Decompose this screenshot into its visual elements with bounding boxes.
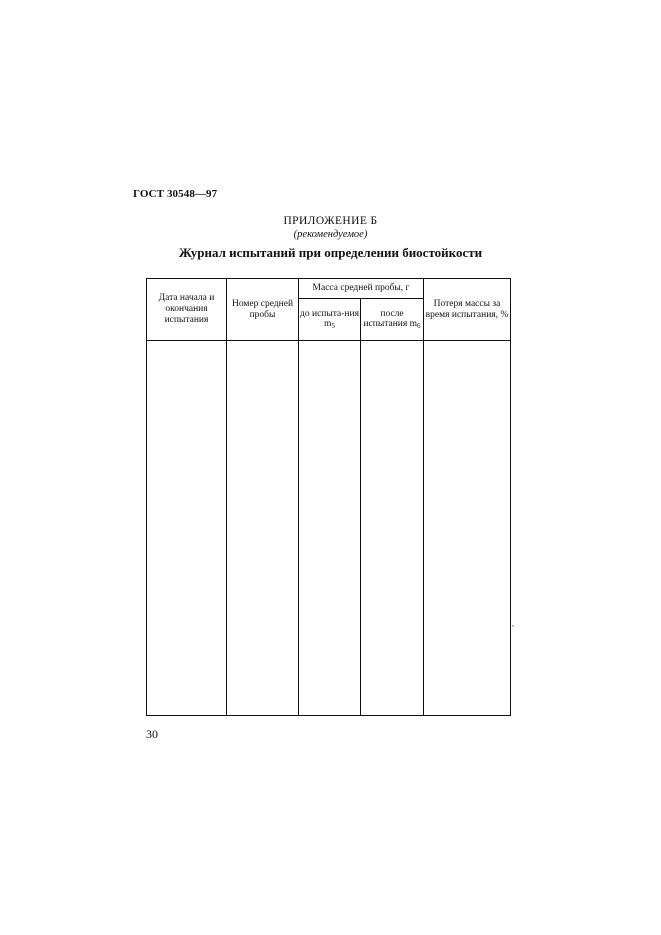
header-mass-after	[361, 299, 424, 341]
header-sample-number-label: Номер средней пробы	[231, 298, 294, 320]
header-mass-loss	[424, 279, 511, 341]
header-mass-loss-label: Потеря массы за время испытания, %	[425, 298, 509, 320]
cell-mass-before	[299, 341, 361, 716]
header-mass-group-label: Масса средней пробы, г	[312, 283, 410, 294]
cell-mass-after	[361, 341, 424, 716]
appendix-status: (рекомендуемое)	[293, 229, 368, 240]
appendix-title: ПРИЛОЖЕНИЕ Б	[283, 215, 378, 227]
journal-table	[146, 278, 511, 716]
cell-mass-loss	[424, 341, 511, 716]
table-row	[147, 341, 511, 716]
header-mass-before-subscript: 5	[331, 322, 335, 331]
cell-sample-number	[227, 341, 299, 716]
document-code: ГОСТ 30548—97	[133, 188, 218, 200]
header-sample-number	[227, 279, 299, 341]
page-number: 30	[146, 727, 158, 741]
header-mass-after-subscript: 6	[417, 322, 421, 331]
cell-date	[147, 341, 227, 716]
header-date	[147, 279, 227, 341]
header-mass-group	[299, 279, 424, 299]
header-mass-after-label: после испытания m	[363, 308, 418, 330]
header-mass-before-label: до испыта-ния m	[300, 308, 359, 330]
scan-artifact	[512, 625, 514, 627]
header-mass-before	[299, 299, 361, 341]
header-date-label: Дата начала и окончания испытания	[158, 293, 215, 325]
journal-title: Журнал испытаний при определении биостойкости	[178, 245, 483, 260]
